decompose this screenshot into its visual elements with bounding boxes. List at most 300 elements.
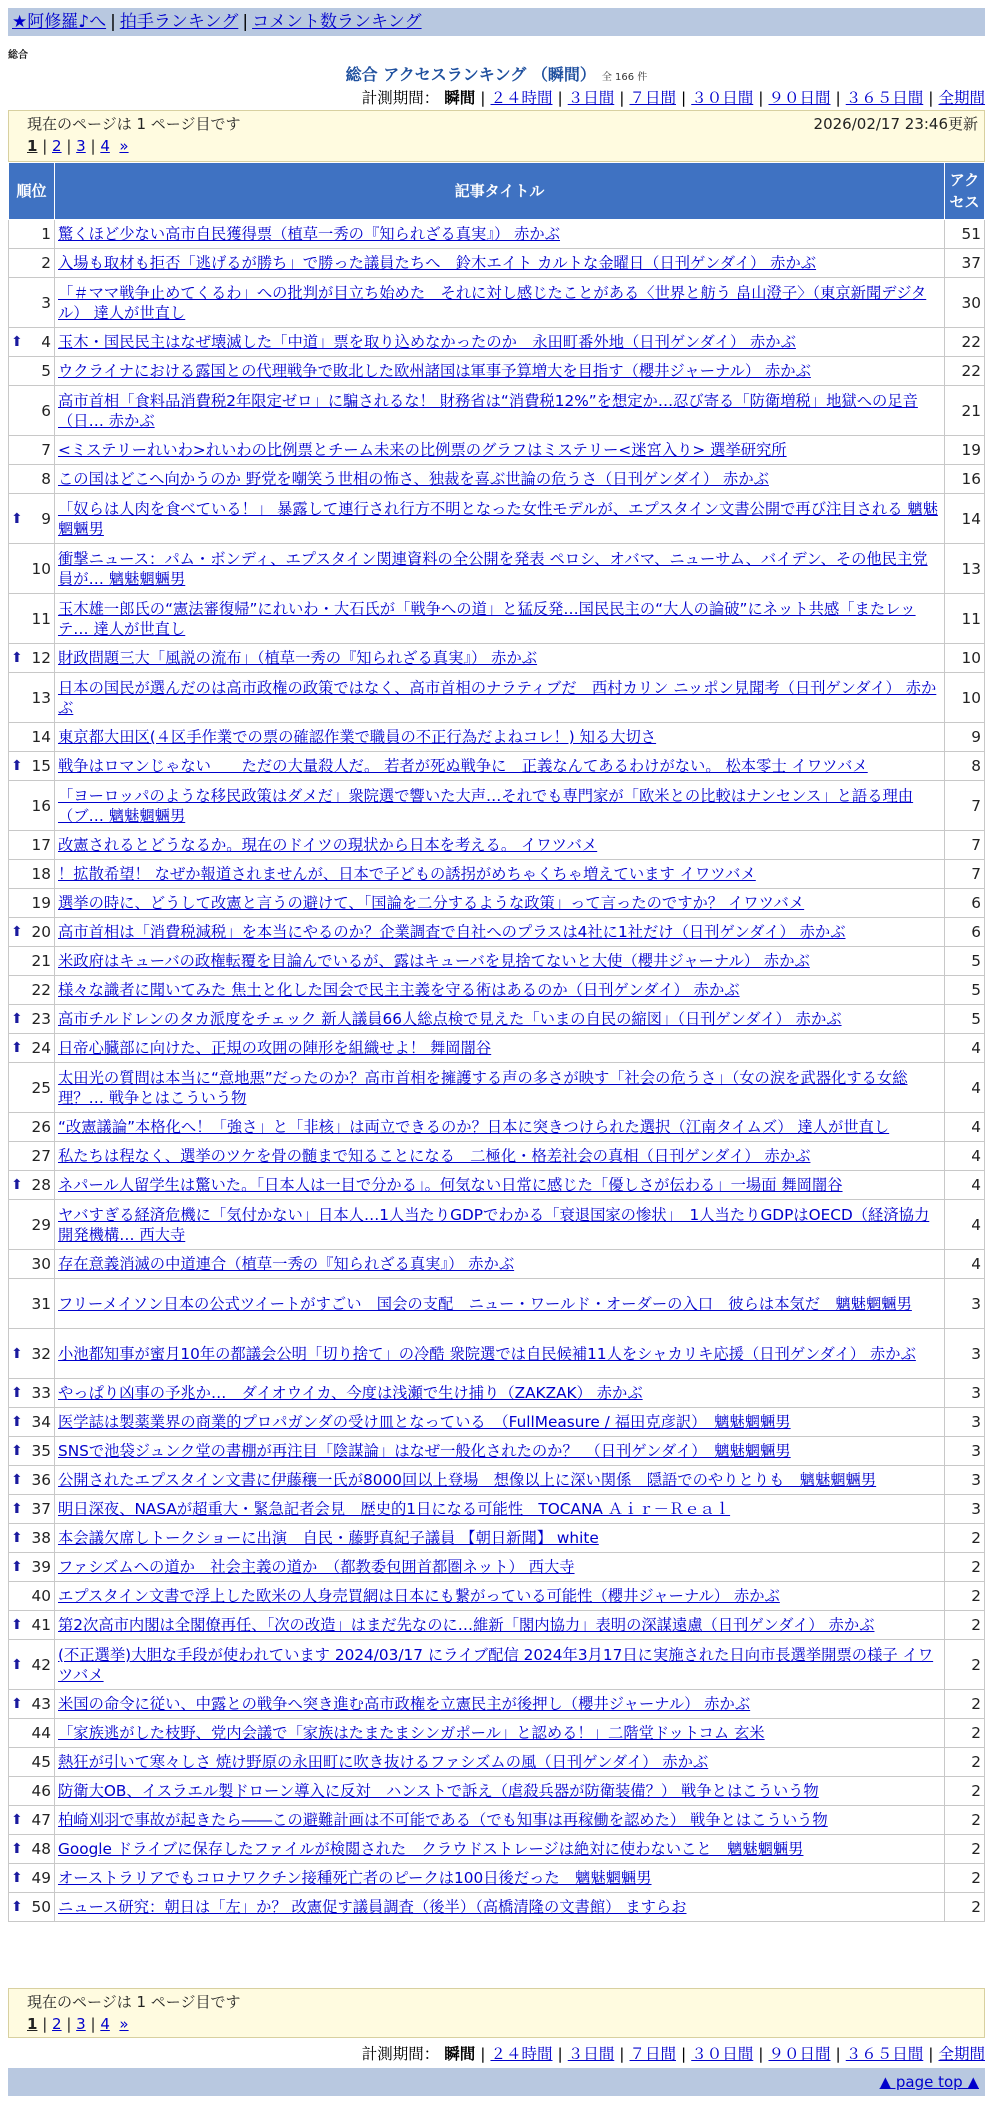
title-cell [55, 860, 945, 889]
ranking-table [8, 162, 985, 1922]
table-row [9, 544, 985, 594]
access-count: 4 [945, 1034, 985, 1063]
period-link-90d[interactable]: ９０日間 [768, 89, 831, 107]
pager-box-top [8, 110, 985, 162]
table-row [9, 436, 985, 465]
rank-cell [9, 220, 55, 249]
rank-number: 9 [41, 509, 51, 528]
article-title-link[interactable]: 医学誌は製薬業界の商業的プロパガンダの受け皿となっている （FullMeasure / 福田克彦訳） 魑魅魍魎男 [58, 1413, 791, 1431]
table-row [9, 947, 985, 976]
table-row [9, 673, 985, 723]
title-cell [55, 1495, 945, 1524]
rank-cell [9, 1748, 55, 1777]
article-title-link[interactable]: 太田光の質問は本当に“意地悪”だったのか？高市首相を擁護する声の多さが映す「社会の危うさ」（女の涙を武器化する女総理？… 戦争とはこういう物 [58, 1068, 908, 1107]
period-label: 計測期間： [361, 2045, 440, 2063]
arrow-up-icon: ⬆ [11, 1385, 23, 1401]
access-count: 5 [945, 976, 985, 1005]
article-title-link[interactable]: 高市首相は「消費税減税」を本当にやるのか？企業調査で自社へのプラスは4社に1社だけ（日刊ゲンダイ） 赤かぶ [58, 923, 846, 941]
article-title-link[interactable]: SNSで池袋ジュンク堂の書棚が再注目「陰謀論」はなぜ一般化されたのか？ （日刊ゲンダイ） 魑魅魍魎男 [58, 1442, 791, 1460]
arrow-up-icon: ⬆ [11, 1443, 23, 1459]
table-row [9, 918, 985, 947]
table-row [9, 781, 985, 831]
rank-cell [9, 1437, 55, 1466]
rank-cell [9, 1553, 55, 1582]
table-row [9, 1640, 985, 1690]
nav-separator: | [242, 12, 249, 32]
article-title-link[interactable]: 「＃ママ戦争止めてくるわ」への批判が目立ち始めた それに対し感じたことがある〈世界と舫う 畠山澄子〉（東京新聞デジタル） 達人が世直し [58, 283, 927, 322]
title-cell [55, 1250, 945, 1279]
pager-current: 1 [27, 137, 38, 155]
title-cell [55, 278, 945, 328]
period-current: 瞬間 [444, 89, 476, 107]
title-cell [55, 781, 945, 831]
rank-cell [9, 723, 55, 752]
rank-number: 25 [31, 1078, 51, 1097]
access-count: 2 [945, 1611, 985, 1640]
rank-number: 31 [31, 1294, 51, 1313]
article-title-link[interactable]: 衝撃ニュース：パム・ボンディ、エプスタイン関連資料の全公開を発表 ペロシ、オバマ、ニューサム、バイデン、その他民主党員が… 魑魅魍魎男 [58, 549, 928, 588]
access-count: 22 [945, 357, 985, 386]
table-row [9, 1379, 985, 1408]
title-cell [55, 1611, 945, 1640]
rank-cell [9, 1113, 55, 1142]
rank-number: 36 [31, 1471, 51, 1489]
article-title-link[interactable]: 様々な識者に聞いてみた 焦土と化した国会で民主主義を守る術はあるのか（日刊ゲンダイ） 赤かぶ [58, 981, 740, 999]
title-cell [55, 1379, 945, 1408]
rank-cell [9, 1719, 55, 1748]
access-count: 2 [945, 1553, 985, 1582]
arrow-up-icon: ⬆ [11, 1040, 23, 1056]
article-title-link[interactable]: “改憲議論”本格化へ！「強さ」と「非核」は両立できるのか？日本に突きつけられた選択（江南タイムズ） 達人が世直し [58, 1118, 890, 1136]
table-row [9, 386, 985, 436]
access-count: 4 [945, 1250, 985, 1279]
period-link-24h[interactable]: ２４時間 [490, 2045, 553, 2063]
arrow-up-icon: ⬆ [11, 334, 23, 350]
table-row [9, 1582, 985, 1611]
arrow-up-icon: ⬆ [11, 1501, 23, 1517]
pager-link-3[interactable]: 3 [76, 137, 86, 155]
rank-cell [9, 1142, 55, 1171]
table-row [9, 357, 985, 386]
title-cell [55, 1113, 945, 1142]
rank-number: 27 [31, 1147, 51, 1165]
rank-number: 15 [31, 757, 51, 775]
title-cell [55, 1171, 945, 1200]
article-title-link[interactable]: 「ヨーロッパのような移民政策はダメだ」衆院選で響いた大声…それでも専門家が「欧米との比較はナンセンス」と語る理由（ブ… 魑魅魍魎男 [58, 786, 914, 825]
rank-number: 43 [31, 1695, 51, 1713]
arrow-up-icon: ⬆ [11, 1414, 23, 1430]
rank-cell [9, 386, 55, 436]
table-row [9, 1279, 985, 1329]
rank-number: 23 [31, 1010, 51, 1028]
access-count: 6 [945, 918, 985, 947]
table-row [9, 1777, 985, 1806]
period-label: 計測期間： [361, 89, 440, 107]
rank-number: 10 [31, 559, 51, 578]
access-count: 3 [945, 1437, 985, 1466]
article-title-link[interactable]: 玉木雄一郎氏の“憲法審復帰”にれいわ・大石氏が「戦争への道」と猛反発…国民民主の“大人の論破”にネット共感「またレッテ… 達人が世直し [58, 599, 916, 638]
table-row [9, 1142, 985, 1171]
article-title-link[interactable]: <ミステリーれいわ>れいわの比例票とチーム未来の比例票のグラフはミステリー<迷宮入り> 選挙研究所 [58, 441, 787, 459]
table-row [9, 1748, 985, 1777]
pager-box-bottom [8, 1988, 985, 2038]
table-row [9, 1113, 985, 1142]
table-row [9, 1611, 985, 1640]
article-title-link[interactable]: 米政府はキューバの政権転覆を目論んでいるが、露はキューバを見捨てないと大使（櫻井ジャーナル） 赤かぶ [58, 952, 810, 970]
title-cell [55, 465, 945, 494]
access-count: 3 [945, 1495, 985, 1524]
rank-number: 46 [31, 1782, 51, 1800]
title-cell [55, 976, 945, 1005]
rank-number: 20 [31, 923, 51, 941]
period-link-30d[interactable]: ３０日間 [691, 89, 754, 107]
article-title-link[interactable]: 日本の国民が選んだのは高市政権の政策ではなく、高市首相のナラティブだ 西村カリン ニッポン見聞考（日刊ゲンダイ） 赤かぶ [58, 678, 937, 717]
pagination: 1 | 2 | 3 | 4 » [27, 137, 129, 155]
access-count: 7 [945, 860, 985, 889]
access-count: 30 [945, 278, 985, 328]
updated-timestamp: 2026/02/17 23:46更新 [813, 115, 978, 133]
rank-number: 49 [31, 1869, 51, 1887]
table-row [9, 1063, 985, 1113]
page-top-link[interactable]: ▲ page top ▲ [879, 2073, 979, 2091]
rank-cell [9, 1466, 55, 1495]
article-title-link[interactable]: 防衛大OB、イスラエル製ドローン導入に反対 ハンストで訴え（虐殺兵器が防衛装備？） 戦争とはこういう物 [58, 1782, 819, 1800]
arrow-up-icon: ⬆ [11, 1559, 23, 1575]
rank-number: 18 [31, 865, 51, 883]
rank-cell [9, 1495, 55, 1524]
table-row [9, 1835, 985, 1864]
rank-number: 16 [31, 796, 51, 815]
title-cell [55, 723, 945, 752]
rank-number: 38 [31, 1529, 51, 1547]
arrow-up-icon: ⬆ [11, 758, 23, 774]
access-count: 2 [945, 1777, 985, 1806]
period-link-30d[interactable]: ３０日間 [691, 2045, 754, 2063]
access-count: 3 [945, 1379, 985, 1408]
article-title-link[interactable]: 明日深夜、NASAが超重大・緊急記者会見 歴史的1日になる可能性 TOCANA Ａｉｒ－Ｒｅａｌ [58, 1500, 731, 1518]
table-row [9, 1437, 985, 1466]
article-title-link[interactable]: (不正選挙)大胆な手段が使われています 2024/03/17 にライブ配信 2024年3月17日に実施された日向市長選挙開票の様子 イワツバメ [58, 1645, 934, 1684]
table-row [9, 831, 985, 860]
header-title: 記事タイトル [55, 163, 945, 220]
article-title-link[interactable]: 東京都大田区(４区手作業での票の確認作業で職員の不正行為だよねコレ！) 知る大切さ [58, 728, 657, 746]
title-cell [55, 328, 945, 357]
arrow-up-icon: ⬆ [11, 1696, 23, 1712]
ranking-title-block [0, 62, 993, 85]
ranking-table-body [9, 220, 985, 1922]
rank-number: 24 [31, 1039, 51, 1057]
article-title-link[interactable]: フリーメイソン日本の公式ツイートがすごい 国会の支配 ニュー・ワールド・オーダーの入口 彼らは本気だ 魑魅魍魎男 [58, 1294, 912, 1313]
arrow-up-icon: ⬆ [11, 1530, 23, 1546]
table-row [9, 1466, 985, 1495]
pager-next[interactable]: » [119, 137, 129, 155]
article-title-link[interactable]: 選挙の時に、どうして改憲と言うの避けて、「国論を二分するような政策」って言ったのですか？ イワツバメ [58, 894, 805, 912]
title-cell [55, 220, 945, 249]
rank-cell [9, 1171, 55, 1200]
rank-cell [9, 494, 55, 544]
item-count: 全 166 件 [601, 72, 648, 83]
title-cell [55, 594, 945, 644]
title-cell [55, 1582, 945, 1611]
rank-number: 32 [31, 1344, 51, 1363]
article-title-link[interactable]: 驚くほど少ない高市自民獲得票（植草一秀の『知られざる真実』） 赤かぶ [58, 225, 561, 243]
arrow-up-icon: ⬆ [11, 1899, 23, 1915]
table-row [9, 1005, 985, 1034]
title-cell [55, 1690, 945, 1719]
nav-link-home[interactable]: ★阿修羅♪へ [12, 12, 107, 32]
arrow-up-icon: ⬆ [11, 1345, 23, 1362]
title-cell [55, 752, 945, 781]
access-count: 22 [945, 328, 985, 357]
title-cell [55, 436, 945, 465]
rank-cell [9, 1005, 55, 1034]
access-count: 11 [945, 594, 985, 644]
title-cell [55, 1408, 945, 1437]
rank-number: 45 [31, 1753, 51, 1771]
access-count: 2 [945, 1835, 985, 1864]
rank-number: 21 [31, 952, 51, 970]
arrow-up-icon: ⬆ [11, 1870, 23, 1886]
article-title-link[interactable]: 日帝心臓部に向けた、正規の攻囲の陣形を組織せよ！ 舞岡闇谷 [58, 1039, 492, 1057]
rank-cell [9, 328, 55, 357]
period-link-all[interactable]: 全期間 [938, 2045, 985, 2063]
article-title-link[interactable]: オーストラリアでもコロナワクチン接種死亡者のピークは100日後だった 魑魅魍魎男 [58, 1869, 652, 1887]
article-title-link[interactable]: この国はどこへ向かうのか 野党を嘲笑う世相の怖さ、独裁を喜ぶ世論の危うさ（日刊ゲンダイ） 赤かぶ [58, 470, 769, 488]
rank-cell [9, 947, 55, 976]
table-row [9, 860, 985, 889]
access-count: 51 [945, 220, 985, 249]
access-count: 21 [945, 386, 985, 436]
article-title-link[interactable]: 高市首相「食料品消費税2年限定ゼロ」に騙されるな！ 財務省は“消費税12%”を想定か…忍び寄る「防衛増税」地獄への足音（日… 赤かぶ [58, 391, 918, 430]
nav-link-applause-ranking[interactable]: 拍手ランキング [119, 12, 239, 32]
rank-number: 5 [41, 362, 51, 380]
article-title-link[interactable]: 入場も取材も拒否「逃げるが勝ち」で勝った議員たちへ 鈴木エイト カルトな金曜日（日刊ゲンダイ） 赤かぶ [58, 254, 817, 272]
title-cell [55, 494, 945, 544]
table-row [9, 1864, 985, 1893]
table-row [9, 644, 985, 673]
title-cell [55, 1063, 945, 1113]
rank-cell [9, 831, 55, 860]
rank-number: 34 [31, 1413, 51, 1431]
table-row [9, 249, 985, 278]
arrow-up-icon: ⬆ [11, 1011, 23, 1027]
title-cell [55, 644, 945, 673]
period-link-90d[interactable]: ９０日間 [768, 2045, 831, 2063]
access-count: 10 [945, 673, 985, 723]
access-count: 3 [945, 1466, 985, 1495]
article-title-link[interactable]: ウクライナにおける露国との代理戦争で敗北した欧州諸国は軍事予算増大を目指す（櫻井ジャーナル） 赤かぶ [58, 362, 811, 380]
rank-number: 12 [31, 649, 51, 667]
article-title-link[interactable]: ニュース研究：朝日は「左」か？ 改憲促す議員調査（後半）（高橋清隆の文書館） ますらお [58, 1898, 687, 1916]
pager-link-2[interactable]: 2 [52, 2015, 62, 2033]
title-cell [55, 1005, 945, 1034]
arrow-up-icon: ⬆ [11, 1177, 23, 1193]
article-title-link[interactable]: 小池都知事が蜜月10年の都議会公明「切り捨て」の冷酷 衆院選では自民候補11人をシャカリキ応援（日刊ゲンダイ） 赤かぶ [58, 1344, 916, 1363]
rank-cell [9, 1408, 55, 1437]
period-selector-bottom: 計測期間： 瞬間 | ２４時間 | ３日間 | ７日間 | ３０日間 | ９０日間 | ３６５日間 | 全期間 [361, 2045, 985, 2063]
access-count: 8 [945, 752, 985, 781]
rank-number: 17 [31, 836, 51, 854]
table-row [9, 494, 985, 544]
access-count: 19 [945, 436, 985, 465]
article-title-link[interactable]: 玉木・国民民主はなぜ壊滅した「中道」票を取り込めなかったのか 永田町番外地（日刊ゲンダイ） 赤かぶ [58, 333, 796, 351]
rank-cell [9, 781, 55, 831]
title-cell [55, 889, 945, 918]
period-link-7d[interactable]: ７日間 [629, 2045, 676, 2063]
period-link-all[interactable]: 全期間 [938, 89, 985, 107]
access-count: 37 [945, 249, 985, 278]
article-title-link[interactable]: 第2次高市内閣は全閣僚再任、「次の改造」はまだ先なのに…維新「閣内協力」表明の深謀遠慮（日刊ゲンダイ） 赤かぶ [58, 1616, 875, 1634]
pager-link-4[interactable]: 4 [100, 137, 110, 155]
table-row [9, 976, 985, 1005]
title-cell [55, 918, 945, 947]
rank-cell [9, 1379, 55, 1408]
period-link-365d[interactable]: ３６５日間 [845, 89, 924, 107]
article-title-link[interactable]: 私たちは程なく、選挙のツケを骨の髄まで知ることになる 二極化・格差社会の真相（日刊ゲンダイ） 赤かぶ [58, 1147, 811, 1165]
rank-cell [9, 1806, 55, 1835]
bottom-bar [8, 2068, 985, 2096]
period-link-3d[interactable]: ３日間 [567, 2045, 615, 2063]
table-row [9, 278, 985, 328]
rank-cell [9, 1329, 55, 1379]
rank-cell [9, 1063, 55, 1113]
title-cell [55, 1437, 945, 1466]
article-title-link[interactable]: 本会議欠席しトークショーに出演 自民・藤野真紀子議員 【朝日新聞】 white [58, 1529, 599, 1547]
article-title-link[interactable]: ヤバすぎる経済危機に「気付かない」日本人…1人当たりGDPでわかる「衰退国家の惨状」 1人当たりGDPはOECD（経済協力開発機構… 西大寺 [58, 1205, 930, 1244]
rank-cell [9, 644, 55, 673]
pager-link-4[interactable]: 4 [100, 2015, 110, 2033]
access-count: 9 [945, 723, 985, 752]
arrow-up-icon: ⬆ [11, 1812, 23, 1828]
access-count: 4 [945, 1063, 985, 1113]
period-link-3d[interactable]: ３日間 [567, 89, 615, 107]
article-title-link[interactable]: やっぱり凶事の予兆か… ダイオウイカ、今度は浅瀬で生け捕り（ZAKZAK） 赤かぶ [58, 1384, 643, 1402]
pager-link-3[interactable]: 3 [76, 2015, 86, 2033]
rank-cell [9, 889, 55, 918]
title-cell [55, 544, 945, 594]
access-count: 3 [945, 1408, 985, 1437]
rank-cell [9, 436, 55, 465]
title-cell [55, 1329, 945, 1379]
article-title-link[interactable]: 柏崎刈羽で事故が起きたら――この避難計画は不可能である（でも知事は再稼働を認めた） 戦争とはこういう物 [58, 1811, 828, 1829]
title-cell [55, 1142, 945, 1171]
article-title-link[interactable]: 熱狂が引いて寒々しさ 焼け野原の永田町に吹き抜けるファシズムの風（日刊ゲンダイ） 赤かぶ [58, 1753, 709, 1771]
rank-cell [9, 594, 55, 644]
article-title-link[interactable]: 米国の命令に従い、中露との戦争へ突き進む高市政権を立憲民主が後押し（櫻井ジャーナル） 赤かぶ [58, 1695, 751, 1713]
nav-separator: | [110, 12, 116, 32]
rank-cell [9, 1777, 55, 1806]
nav-link-comment-ranking[interactable]: コメント数ランキング [252, 12, 422, 32]
rank-cell [9, 1250, 55, 1279]
article-title-link[interactable]: 存在意義消滅の中道連合（植草一秀の『知られざる真実』） 赤かぶ [58, 1255, 515, 1273]
table-row [9, 1171, 985, 1200]
period-link-24h[interactable]: ２４時間 [490, 89, 553, 107]
period-link-7d[interactable]: ７日間 [629, 89, 676, 107]
period-current: 瞬間 [444, 2045, 476, 2063]
access-count: 2 [945, 1524, 985, 1553]
access-count: 2 [945, 1748, 985, 1777]
title-cell [55, 1524, 945, 1553]
title-cell [55, 1777, 945, 1806]
rank-cell [9, 1611, 55, 1640]
rank-cell [9, 357, 55, 386]
table-row [9, 1200, 985, 1250]
article-title-link[interactable]: ！拡散希望！ なぜか報道されませんが、日本で子どもの誘拐がめちゃくちゃ増えています イワツバメ [58, 865, 756, 883]
title-cell [55, 1893, 945, 1922]
rank-cell [9, 1279, 55, 1329]
rank-number: 4 [41, 333, 51, 351]
breadcrumb: 総合 [8, 50, 28, 61]
pager-link-2[interactable]: 2 [52, 137, 62, 155]
article-title-link[interactable]: 公開されたエプスタイン文書に伊藤穰一氏が8000回以上登場 想像以上に深い関係 隠語でのやりとりも 魑魅魍魎男 [58, 1471, 877, 1489]
table-row [9, 1408, 985, 1437]
rank-cell [9, 1893, 55, 1922]
access-count: 7 [945, 781, 985, 831]
rank-cell [9, 278, 55, 328]
access-count: 2 [945, 1640, 985, 1690]
article-title-link[interactable]: ネパール人留学生は驚いた。「日本人は一目で分かる」。何気ない日常に感じた「優しさが伝わる」一場面 舞岡闇谷 [58, 1176, 843, 1194]
access-count: 14 [945, 494, 985, 544]
table-row [9, 465, 985, 494]
article-title-link[interactable]: Google ドライブに保存したファイルが検閲された クラウドストレージは絶対に使わないこと 魑魅魍魎男 [58, 1840, 804, 1858]
rank-number: 8 [41, 470, 51, 488]
top-nav-bar [8, 8, 985, 36]
access-count: 2 [945, 1864, 985, 1893]
arrow-up-icon: ⬆ [11, 1841, 23, 1857]
article-title-link[interactable]: 「奴らは人肉を食べている！」 暴露して連行され行方不明となった女性モデルが、エプスタイン文書公開で再び注目される 魑魅魍魎男 [58, 499, 938, 538]
header-rank: 順位 [9, 163, 55, 220]
access-count: 6 [945, 889, 985, 918]
table-row [9, 752, 985, 781]
rank-cell [9, 752, 55, 781]
article-title-link[interactable]: 高市チルドレンのタカ派度をチェック 新人議員66人総点検で見えた「いまの自民の縮図」（日刊ゲンダイ） 赤かぶ [58, 1010, 842, 1028]
rank-number: 11 [31, 609, 51, 628]
arrow-up-icon: ⬆ [11, 510, 23, 527]
article-title-link[interactable]: 財政問題三大「風説の流布」（植草一秀の『知られざる真実』） 赤かぶ [58, 649, 538, 667]
article-title-link[interactable]: 「家族逃がした枝野、党内会議で「家族はたまたまシンガポール」と認める！」二階堂ドットコム 玄米 [58, 1724, 765, 1742]
table-row [9, 1329, 985, 1379]
title-cell [55, 1553, 945, 1582]
rank-number: 41 [31, 1616, 51, 1634]
table-row [9, 723, 985, 752]
article-title-link[interactable]: 改憲されるとどうなるか。現在のドイツの現状から日本を考える。 イワツバメ [58, 836, 598, 854]
title-cell [55, 1640, 945, 1690]
title-cell [55, 249, 945, 278]
article-title-link[interactable]: エプスタイン文書で浮上した欧米の人身売買網は日本にも繋がっている可能性（櫻井ジャーナル） 赤かぶ [58, 1587, 780, 1605]
table-row [9, 328, 985, 357]
rank-cell [9, 1864, 55, 1893]
rank-cell [9, 1524, 55, 1553]
period-link-365d[interactable]: ３６５日間 [845, 2045, 924, 2063]
access-count: 4 [945, 1200, 985, 1250]
table-row [9, 889, 985, 918]
pagination: 1 | 2 | 3 | 4 » [27, 2015, 129, 2033]
rank-number: 2 [41, 254, 51, 272]
rank-cell [9, 249, 55, 278]
rank-cell [9, 918, 55, 947]
rank-cell [9, 1690, 55, 1719]
pager-next[interactable]: » [119, 2015, 129, 2033]
access-count: 2 [945, 1806, 985, 1835]
rank-number: 1 [41, 225, 51, 243]
title-cell [55, 1034, 945, 1063]
rank-number: 3 [41, 293, 51, 312]
table-row [9, 1893, 985, 1922]
article-title-link[interactable]: 戦争はロマンじゃない ただの大量殺人だ。 若者が死ぬ戦争に 正義なんてあるわけがない。 松本零士 イワツバメ [58, 757, 868, 775]
article-title-link[interactable]: ファシズムへの道か 社会主義の道か （都教委包囲首都圏ネット） 西大寺 [58, 1558, 575, 1576]
rank-cell [9, 860, 55, 889]
access-count: 2 [945, 1690, 985, 1719]
